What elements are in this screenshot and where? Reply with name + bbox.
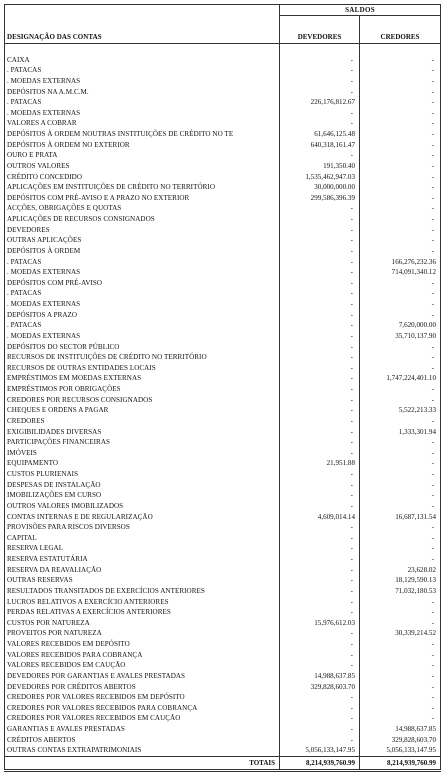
table-row <box>5 628 441 639</box>
credit-cell: - <box>360 246 441 257</box>
totals-row <box>5 756 441 770</box>
account-name-cell: . PATACAS <box>5 97 280 108</box>
credit-cell: - <box>360 108 441 119</box>
debit-cell: - <box>280 405 360 416</box>
table-row <box>5 427 441 438</box>
table-row <box>5 257 441 268</box>
account-name-cell: ACÇÕES, OBRIGAÇÕES E QUOTAS <box>5 203 280 214</box>
debit-cell: - <box>280 416 360 427</box>
credit-cell: - <box>360 692 441 703</box>
debit-cell: - <box>280 65 360 76</box>
credit-cell: - <box>360 129 441 140</box>
credit-cell: - <box>360 76 441 87</box>
credit-cell: 23,628.02 <box>360 565 441 576</box>
debit-cell: - <box>280 628 360 639</box>
table-row <box>5 246 441 257</box>
debit-cell: 14,988,637.85 <box>280 671 360 682</box>
debit-cell: - <box>280 490 360 501</box>
table-row <box>5 660 441 671</box>
account-name-cell: CAIXA <box>5 55 280 66</box>
table-row <box>5 267 441 278</box>
account-name-cell: DEPÓSITOS À ORDEM <box>5 246 280 257</box>
account-name-cell: IMOBILIZAÇÕES EM CURSO <box>5 490 280 501</box>
totals-debit: 8,214,939,760.99 <box>280 756 360 770</box>
debit-cell: - <box>280 703 360 714</box>
table-row <box>5 437 441 448</box>
saldos-header: SALDOS <box>280 5 441 16</box>
totals-label: TOTAIS <box>5 756 280 770</box>
table-row <box>5 671 441 682</box>
account-name-cell: . PATACAS <box>5 65 280 76</box>
account-name-cell: EMPRÉSTIMOS EM MOEDAS EXTERNAS <box>5 373 280 384</box>
table-row <box>5 713 441 724</box>
credit-cell: 7,620,000.00 <box>360 320 441 331</box>
credit-cell: - <box>360 522 441 533</box>
table-row <box>5 501 441 512</box>
credit-cell: - <box>360 352 441 363</box>
account-name-cell: OUTRAS RESERVAS <box>5 575 280 586</box>
account-name-cell: APLICAÇÕES EM INSTITUIÇÕES DE CRÉDITO NO TERRITÓRIO <box>5 182 280 193</box>
account-name-cell: CREDORES POR VALORES RECEBIDOS PARA COBRANÇA <box>5 703 280 714</box>
debit-cell: - <box>280 554 360 565</box>
debit-cell: - <box>280 735 360 746</box>
table-row <box>5 543 441 554</box>
debit-cell: 5,056,133,147.95 <box>280 745 360 756</box>
account-name-cell: DEPÓSITOS A PRAZO <box>5 310 280 321</box>
debit-cell: - <box>280 214 360 225</box>
debit-cell: - <box>280 55 360 66</box>
table-row <box>5 682 441 693</box>
table-row <box>5 512 441 523</box>
debit-cell <box>280 44 360 55</box>
table-row <box>5 310 441 321</box>
account-name-cell: EQUIPAMENTO <box>5 458 280 469</box>
account-name-cell: DESPESAS DE INSTALAÇÃO <box>5 480 280 491</box>
credit-cell: - <box>360 55 441 66</box>
debit-cell: - <box>280 203 360 214</box>
credit-cell: 14,988,637.85 <box>360 724 441 735</box>
table-row <box>5 65 441 76</box>
credit-cell: 329,828,603.70 <box>360 735 441 746</box>
table-row <box>5 554 441 565</box>
table-row <box>5 118 441 129</box>
debit-cell: 191,350.40 <box>280 161 360 172</box>
debit-cell: - <box>280 597 360 608</box>
credit-cell: - <box>360 65 441 76</box>
table-row <box>5 416 441 427</box>
table-row <box>5 193 441 204</box>
account-name-cell: . MOEDAS EXTERNAS <box>5 108 280 119</box>
table-row <box>5 44 441 55</box>
debit-cell: - <box>280 320 360 331</box>
debit-cell: - <box>280 448 360 459</box>
credit-cell: - <box>360 310 441 321</box>
debit-cell: - <box>280 565 360 576</box>
table-row <box>5 469 441 480</box>
table-row <box>5 225 441 236</box>
account-name-cell: LUCROS RELATIVOS A EXERCÍCIO ANTERIORES <box>5 597 280 608</box>
account-name-cell: DEVEDORES POR CRÉDITOS ABERTOS <box>5 682 280 693</box>
account-name-cell: PARTICIPAÇÕES FINANCEIRAS <box>5 437 280 448</box>
table-row <box>5 586 441 597</box>
credit-cell: - <box>360 671 441 682</box>
table-row <box>5 448 441 459</box>
table-row <box>5 745 441 756</box>
account-name-cell: VALORES A COBRAR <box>5 118 280 129</box>
debit-cell: - <box>280 660 360 671</box>
debit-cell: 329,828,603.70 <box>280 682 360 693</box>
debit-cell: 299,586,396.39 <box>280 193 360 204</box>
debit-cell: 1,535,462,947.03 <box>280 172 360 183</box>
account-name-cell: DEPÓSITOS COM PRÉ-AVISO <box>5 278 280 289</box>
table-row <box>5 235 441 246</box>
debit-cell: - <box>280 543 360 554</box>
account-name-cell: PROVEITOS POR NATUREZA <box>5 628 280 639</box>
table-row <box>5 150 441 161</box>
account-name-cell: VALORES RECEBIDOS EM CAUÇÃO <box>5 660 280 671</box>
table-row <box>5 87 441 98</box>
table-row <box>5 342 441 353</box>
debit-cell: - <box>280 639 360 650</box>
credit-cell: 1,747,224,401.10 <box>360 373 441 384</box>
credit-cell: - <box>360 395 441 406</box>
table-row <box>5 108 441 119</box>
credit-cell: - <box>360 639 441 650</box>
account-name-cell: DEPÓSITOS COM PRÉ-AVISO E A PRAZO NO EXTERIOR <box>5 193 280 204</box>
credit-cell: - <box>360 660 441 671</box>
account-name-cell: RECURSOS DE INSTITUIÇÕES DE CRÉDITO NO TERRITÓRIO <box>5 352 280 363</box>
credit-cell: - <box>360 87 441 98</box>
debit-cell: - <box>280 108 360 119</box>
debit-cell: 226,176,812.67 <box>280 97 360 108</box>
account-name-cell: EMPRÉSTIMOS POR OBRIGAÇÕES <box>5 384 280 395</box>
table-row <box>5 607 441 618</box>
table-row <box>5 373 441 384</box>
table-row <box>5 724 441 735</box>
account-name-cell: CREDORES <box>5 416 280 427</box>
credit-cell: - <box>360 458 441 469</box>
table-row <box>5 480 441 491</box>
account-name-cell: IMÓVEIS <box>5 448 280 459</box>
credit-cell: 18,129,590.13 <box>360 575 441 586</box>
table-row <box>5 405 441 416</box>
table-row <box>5 161 441 172</box>
debit-cell: - <box>280 469 360 480</box>
account-name-cell: DEPÓSITOS DO SECTOR PÚBLICO <box>5 342 280 353</box>
debit-cell: - <box>280 331 360 342</box>
credit-cell: 30,339,214.52 <box>360 628 441 639</box>
debit-cell: - <box>280 257 360 268</box>
account-name-cell: VALORES RECEBIDOS PARA COBRANÇA <box>5 650 280 661</box>
debit-cell: - <box>280 501 360 512</box>
account-name-cell: CUSTOS POR NATUREZA <box>5 618 280 629</box>
balance-table <box>4 4 441 772</box>
credit-cell: - <box>360 533 441 544</box>
credit-cell: - <box>360 278 441 289</box>
table-row <box>5 703 441 714</box>
account-name-cell: DEPÓSITOS NA A.M.C.M. <box>5 87 280 98</box>
account-name-cell: CAPITAL <box>5 533 280 544</box>
account-name-cell: OUTRAS APLICAÇÕES <box>5 235 280 246</box>
account-name-cell: OUTRAS CONTAS EXTRAPATRIMONIAIS <box>5 745 280 756</box>
credit-cell: - <box>360 554 441 565</box>
table-row <box>5 97 441 108</box>
credit-cell: - <box>360 118 441 129</box>
account-name-cell: GARANTIAS E AVALES PRESTADAS <box>5 724 280 735</box>
debit-cell: - <box>280 363 360 374</box>
credit-cell: - <box>360 363 441 374</box>
credit-cell: - <box>360 469 441 480</box>
credit-cell: - <box>360 543 441 554</box>
credit-cell: - <box>360 172 441 183</box>
account-name-cell: VALORES RECEBIDOS EM DEPÓSITO <box>5 639 280 650</box>
debit-cell: - <box>280 246 360 257</box>
credit-cell: - <box>360 618 441 629</box>
debit-cell: - <box>280 235 360 246</box>
credit-cell: - <box>360 288 441 299</box>
credit-cell: 1,333,301.94 <box>360 427 441 438</box>
account-name-cell: DEVEDORES POR GARANTIAS E AVALES PRESTADAS <box>5 671 280 682</box>
debit-cell: - <box>280 352 360 363</box>
account-name-cell: PROVISÕES PARA RISCOS DIVERSOS <box>5 522 280 533</box>
account-name-cell: . PATACAS <box>5 257 280 268</box>
credit-cell: 5,522,213.33 <box>360 405 441 416</box>
table-row <box>5 331 441 342</box>
table-row <box>5 203 441 214</box>
credit-column-header: CREDORES <box>360 16 441 44</box>
table-row <box>5 522 441 533</box>
account-name-cell: RESERVA DA REAVALIAÇÃO <box>5 565 280 576</box>
account-name-cell: . PATACAS <box>5 320 280 331</box>
account-name-cell: CHEQUES E ORDENS A PAGAR <box>5 405 280 416</box>
table-row <box>5 575 441 586</box>
table-row <box>5 55 441 66</box>
debit-cell: 30,000,000.00 <box>280 182 360 193</box>
account-name-cell: CREDORES POR VALORES RECEBIDOS EM CAUÇÃO <box>5 713 280 724</box>
credit-cell: - <box>360 182 441 193</box>
table-row <box>5 458 441 469</box>
account-name-cell: CRÉDITOS ABERTOS <box>5 735 280 746</box>
account-name-cell: . MOEDAS EXTERNAS <box>5 331 280 342</box>
debit-cell: - <box>280 586 360 597</box>
credit-cell: - <box>360 193 441 204</box>
credit-cell: - <box>360 713 441 724</box>
credit-cell: - <box>360 480 441 491</box>
debit-cell: - <box>280 288 360 299</box>
account-name-cell: CRÉDITO CONCEDIDO <box>5 172 280 183</box>
credit-cell: - <box>360 203 441 214</box>
credit-cell: - <box>360 150 441 161</box>
debit-cell: - <box>280 267 360 278</box>
account-name-cell: EXIGIBILIDADES DIVERSAS <box>5 427 280 438</box>
debit-cell: - <box>280 692 360 703</box>
table-row <box>5 692 441 703</box>
debit-cell: - <box>280 384 360 395</box>
credit-cell: - <box>360 703 441 714</box>
debit-cell: - <box>280 480 360 491</box>
credit-cell: - <box>360 607 441 618</box>
balance-sheet <box>4 4 440 767</box>
table-row <box>5 214 441 225</box>
credit-cell: - <box>360 299 441 310</box>
debit-cell: - <box>280 575 360 586</box>
accounts-column-header: DESIGNAÇÃO DAS CONTAS <box>5 16 280 44</box>
table-row <box>5 299 441 310</box>
credit-cell: - <box>360 225 441 236</box>
credit-cell: - <box>360 416 441 427</box>
debit-cell: - <box>280 607 360 618</box>
credit-cell: 16,687,131.54 <box>360 512 441 523</box>
account-name-cell: OUTROS VALORES <box>5 161 280 172</box>
credit-cell: 166,276,232.36 <box>360 257 441 268</box>
credit-cell: - <box>360 235 441 246</box>
table-row <box>5 172 441 183</box>
table-row <box>5 395 441 406</box>
credit-cell: 71,032,180.53 <box>360 586 441 597</box>
table-row <box>5 129 441 140</box>
table-row <box>5 320 441 331</box>
debit-cell: - <box>280 76 360 87</box>
account-name-cell: OURO E PRATA <box>5 150 280 161</box>
table-row <box>5 363 441 374</box>
account-name-cell: OUTROS VALORES IMOBILIZADOS <box>5 501 280 512</box>
table-row <box>5 618 441 629</box>
debit-cell: - <box>280 533 360 544</box>
account-name-cell: CUSTOS PLURIENAIS <box>5 469 280 480</box>
debit-cell: - <box>280 373 360 384</box>
debit-cell: - <box>280 342 360 353</box>
account-name-cell: CREDORES POR VALORES RECEBIDOS EM DEPÓSITO <box>5 692 280 703</box>
account-name-cell: DEPÓSITOS À ORDEM NOUTRAS INSTITUIÇÕES DE CRÉDITO NO TE <box>5 129 280 140</box>
account-name-cell: PERDAS RELATIVAS A EXERCÍCIOS ANTERIORES <box>5 607 280 618</box>
credit-cell <box>360 44 441 55</box>
table-row <box>5 565 441 576</box>
account-name-cell: APLICAÇÕES DE RECURSOS CONSIGNADOS <box>5 214 280 225</box>
account-name-cell: RECURSOS DE OUTRAS ENTIDADES LOCAIS <box>5 363 280 374</box>
credit-cell: 35,710,137.90 <box>360 331 441 342</box>
debit-cell: 21,951.88 <box>280 458 360 469</box>
account-name-cell: DEVEDORES <box>5 225 280 236</box>
header-empty-cell <box>5 5 280 16</box>
account-name-cell: . MOEDAS EXTERNAS <box>5 267 280 278</box>
debit-cell: 15,976,612.03 <box>280 618 360 629</box>
debit-cell: - <box>280 150 360 161</box>
table-row <box>5 384 441 395</box>
credit-cell: - <box>360 161 441 172</box>
account-name-cell: RESULTADOS TRANSITADOS DE EXERCÍCIOS ANTERIORES <box>5 586 280 597</box>
table-row <box>5 650 441 661</box>
table-row <box>5 639 441 650</box>
credit-cell: 714,091,340.12 <box>360 267 441 278</box>
credit-cell: 5,056,133,147.95 <box>360 745 441 756</box>
table-row <box>5 76 441 87</box>
account-name-cell <box>5 44 280 55</box>
totals-credit: 8,214,939,760.99 <box>360 756 441 770</box>
debit-cell: - <box>280 437 360 448</box>
debit-cell: - <box>280 522 360 533</box>
debit-cell: - <box>280 87 360 98</box>
debit-cell: - <box>280 278 360 289</box>
credit-cell: - <box>360 650 441 661</box>
table-row <box>5 597 441 608</box>
debit-cell: - <box>280 650 360 661</box>
account-name-cell: DEPÓSITOS À ORDEM NO EXTERIOR <box>5 140 280 151</box>
table-row <box>5 182 441 193</box>
debit-cell: - <box>280 395 360 406</box>
credit-cell: - <box>360 448 441 459</box>
debit-cell: - <box>280 310 360 321</box>
debit-cell: - <box>280 724 360 735</box>
table-row <box>5 140 441 151</box>
account-name-cell: . MOEDAS EXTERNAS <box>5 299 280 310</box>
debit-cell: - <box>280 118 360 129</box>
table-row <box>5 278 441 289</box>
account-name-cell: RESERVA LEGAL <box>5 543 280 554</box>
debit-cell: 4,609,014.14 <box>280 512 360 523</box>
account-name-cell: CONTAS INTERNAS E DE REGULARIZAÇÃO <box>5 512 280 523</box>
credit-cell: - <box>360 501 441 512</box>
account-name-cell: RESERVA ESTATUTÁRIA <box>5 554 280 565</box>
table-row <box>5 490 441 501</box>
account-name-cell: CREDORES POR RECURSOS CONSIGNADOS <box>5 395 280 406</box>
debit-cell: 640,318,161.47 <box>280 140 360 151</box>
account-name-cell: . MOEDAS EXTERNAS <box>5 76 280 87</box>
credit-cell: - <box>360 490 441 501</box>
credit-cell: - <box>360 597 441 608</box>
table-row <box>5 352 441 363</box>
credit-cell: - <box>360 97 441 108</box>
credit-cell: - <box>360 437 441 448</box>
debit-cell: - <box>280 299 360 310</box>
table-row <box>5 533 441 544</box>
debit-cell: 61,646,125.48 <box>280 129 360 140</box>
debit-cell: - <box>280 427 360 438</box>
credit-cell: - <box>360 214 441 225</box>
table-row <box>5 288 441 299</box>
credit-cell: - <box>360 140 441 151</box>
credit-cell: - <box>360 682 441 693</box>
credit-cell: - <box>360 384 441 395</box>
debit-cell: - <box>280 713 360 724</box>
debit-column-header: DEVEDORES <box>280 16 360 44</box>
debit-cell: - <box>280 225 360 236</box>
table-row <box>5 735 441 746</box>
credit-cell: - <box>360 342 441 353</box>
account-name-cell: . PATACAS <box>5 288 280 299</box>
